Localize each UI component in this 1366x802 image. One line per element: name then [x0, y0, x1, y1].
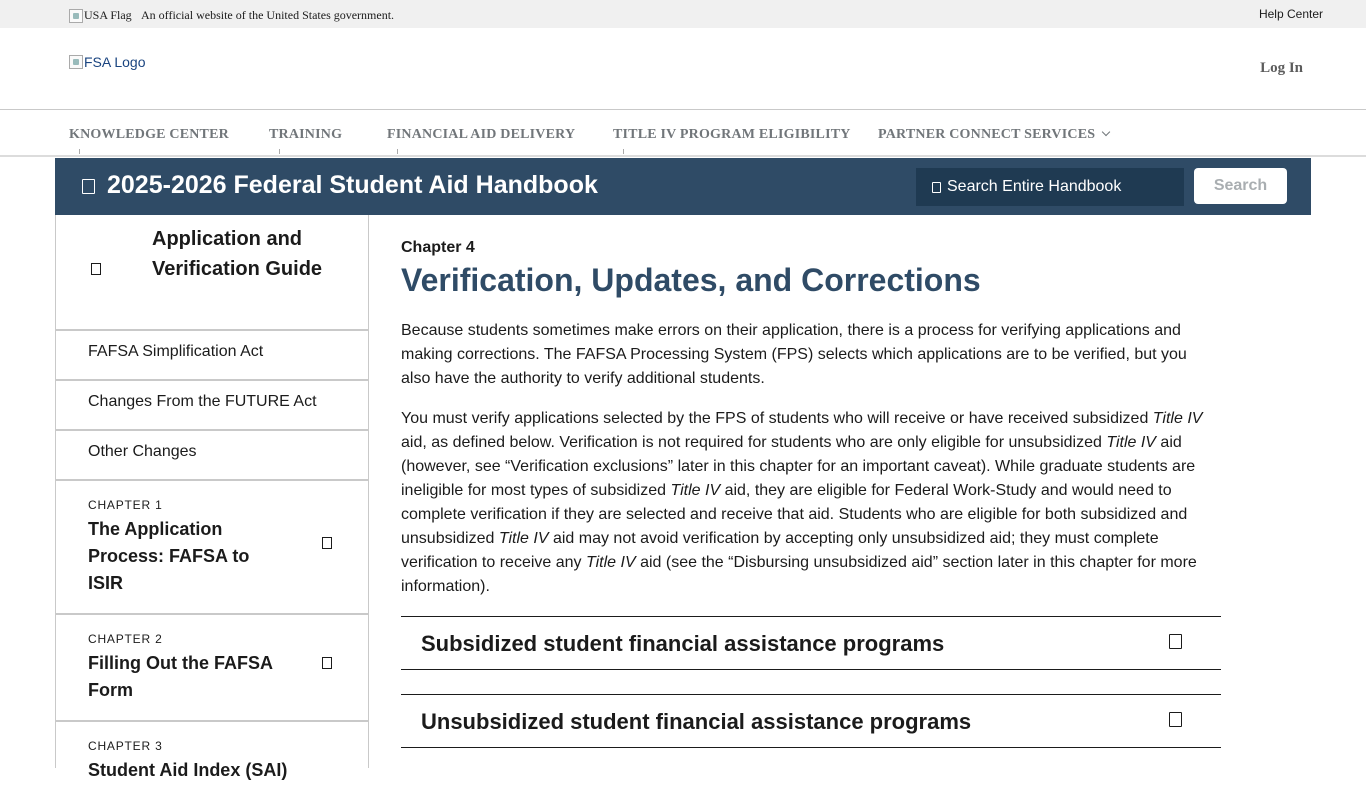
sidebar-item-fafsa-simplification[interactable]	[56, 331, 368, 381]
expand-icon[interactable]	[1169, 634, 1182, 649]
gov-banner	[0, 0, 1366, 28]
chapter-label: CHAPTER 3	[88, 739, 163, 753]
chapter-label: CHAPTER 2	[88, 632, 163, 646]
chapter-title: Filling Out the FAFSA Form	[88, 653, 273, 700]
page-title: Verification, Updates, and Corrections	[401, 262, 981, 298]
book-icon	[82, 179, 95, 194]
nav-item-label: PARTNER CONNECT SERVICES	[878, 127, 1096, 142]
broken-image-icon	[69, 9, 83, 23]
accordion-unsubsidized[interactable]	[401, 694, 1221, 748]
sidebar	[55, 215, 369, 780]
text-run: aid, they are eligible for Federal Work-Study and would need to complete verification if they are selected and receive that aid. Students who are eligible for both subsidized and unsubsidized	[401, 482, 1188, 547]
nav-item-label: TITLE IV PROGRAM ELIGIBILITY	[613, 127, 851, 142]
handbook-title-bar	[55, 158, 1311, 215]
expand-icon[interactable]	[322, 537, 332, 549]
sidebar-chapter-2[interactable]	[56, 615, 368, 722]
search-button[interactable]: Search	[1194, 168, 1287, 204]
text-run: aid may not avoid verification by accepting only unsubsidized aid; they must complete verification to receive any	[401, 530, 1159, 571]
nav-indicator	[623, 149, 624, 154]
nav-item-title-iv-eligibility[interactable]	[613, 127, 851, 143]
emphasis: Title IV	[498, 530, 549, 547]
nav-item-partner-connect[interactable]	[878, 127, 1109, 143]
accordion-subsidized[interactable]	[401, 616, 1221, 670]
text-run: aid, as defined below. Verification is not required for students who are only eligible for unsubsidized	[401, 434, 1107, 451]
expand-icon[interactable]	[322, 657, 332, 669]
accordion-title: Subsidized student financial assistance programs	[421, 631, 945, 656]
sidebar-item-label: Changes From the FUTURE Act	[88, 393, 317, 410]
search-input[interactable]	[947, 169, 1177, 205]
sidebar-chapter-3[interactable]	[56, 722, 368, 802]
nav-indicator	[279, 149, 280, 154]
nav-item-training[interactable]	[269, 127, 342, 143]
handbook-search	[916, 168, 1184, 206]
accordion-title: Unsubsidized student financial assistance programs	[421, 709, 972, 734]
search-icon	[932, 182, 941, 193]
usa-flag-alt: USA Flag	[84, 8, 132, 22]
text-run: aid (however, see “Verification exclusions” later in this chapter for an important caveat). While graduate students are ineligible for most types of subsidized	[401, 434, 1196, 499]
emphasis: Title IV	[670, 482, 721, 499]
chevron-down-icon	[1102, 128, 1110, 136]
intro-paragraph: Because students sometimes make errors on their application, there is a process for verifying applications and making corrections. The FAFSA Processing System (FPS) selects which applications are to be verified, but you also have the authority to verify additional students.	[401, 322, 1187, 387]
emphasis: Title IV	[1152, 410, 1203, 427]
fsa-logo[interactable]	[69, 54, 146, 70]
chapter-title: Student Aid Index (SAI)	[88, 760, 288, 780]
text-run: aid (see the “Disbursing unsubsidized aid” section later in this chapter for more information).	[401, 554, 1197, 595]
emphasis: Title IV	[585, 554, 636, 571]
emphasis: Title IV	[1106, 434, 1156, 451]
sidebar-item-future-act[interactable]	[56, 381, 368, 431]
main-content	[401, 215, 1221, 768]
usa-flag-image	[69, 8, 132, 23]
chapter-number: Chapter 4	[401, 239, 475, 256]
guide-title: Application and Verification Guide	[152, 228, 323, 280]
handbook-title: 2025-2026 Federal Student Aid Handbook	[107, 171, 598, 199]
nav-indicator	[397, 149, 398, 154]
nav-item-financial-aid-delivery[interactable]	[387, 127, 575, 143]
fsa-logo-alt: FSA Logo	[84, 54, 146, 70]
text-run: You must verify applications selected by the FPS of students who will receive or have received subsidized	[401, 410, 1153, 427]
sidebar-guide-header[interactable]	[56, 215, 368, 331]
main-nav	[0, 110, 1366, 157]
sidebar-item-label: Other Changes	[88, 443, 197, 460]
chapter-title: The Application Process: FAFSA to ISIR	[88, 519, 250, 593]
help-center-link[interactable]: Help Center	[1258, 7, 1323, 21]
verification-paragraph	[401, 407, 1216, 599]
sidebar-item-label: FAFSA Simplification Act	[88, 343, 264, 360]
nav-item-label: FINANCIAL AID DELIVERY	[387, 127, 576, 142]
gov-banner-text: An official website of the United States government.	[141, 8, 395, 22]
nav-item-label: KNOWLEDGE CENTER	[69, 127, 229, 142]
sidebar-item-other-changes[interactable]	[56, 431, 368, 481]
nav-item-knowledge-center[interactable]	[69, 127, 229, 143]
sidebar-chapter-1[interactable]	[56, 481, 368, 615]
collapse-icon[interactable]	[91, 263, 101, 275]
nav-indicator	[79, 149, 80, 154]
nav-item-label: TRAINING	[269, 127, 343, 142]
broken-image-icon	[69, 55, 83, 69]
chapter-label: CHAPTER 1	[88, 498, 163, 512]
site-header	[0, 28, 1366, 110]
expand-icon[interactable]	[1169, 712, 1182, 727]
login-link[interactable]: Log In	[1260, 60, 1303, 76]
